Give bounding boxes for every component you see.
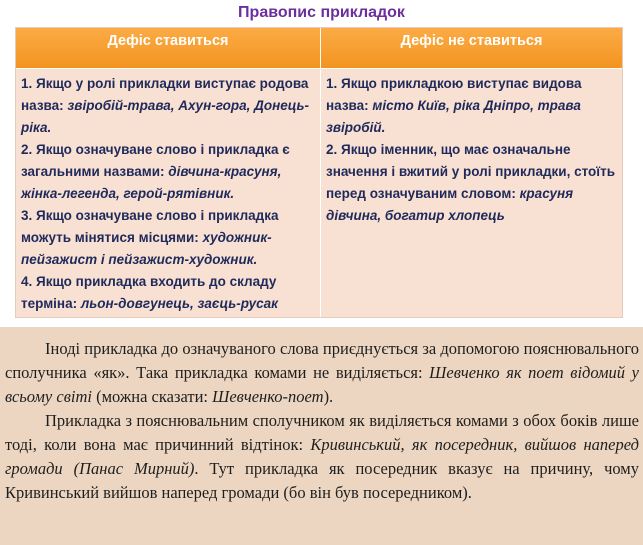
rule-examples: дівчина-красуня, жінка-легенда, герой-рятівник. [21,164,282,201]
rule-item [326,73,618,139]
header-hyphen-used: Дефіс ставиться [107,33,229,49]
rule-text: 2. Якщо означуване слово і прикладка є загальними назвами: [21,142,290,179]
paragraph-segment: Прикладка з пояснювальним сполучником як виділяється комами з обох боків лише тоді, коли вона має причинний відтінок: [5,411,639,454]
rule-item [21,205,317,271]
explanation-text-block [0,327,643,545]
hyphen-rules-table [15,27,623,318]
rule-examples: місто Київ, ріка Дніпро, трава звіробій. [326,98,581,135]
rule-item [21,271,317,315]
rule-examples: звіробій-трава, Ахун-гора, Донець-ріка. [21,98,309,135]
rule-text: 4. Якщо прикладка входить до складу терміна: [21,274,277,311]
example-sentence: Шевченко як поет відомий у всьому світі [5,363,639,406]
rule-item [21,73,317,139]
page-title: Правопис прикладок [238,4,405,21]
rule-text: 1. Якщо прикладкою виступає видова назва: [326,76,582,113]
rule-examples: льон-довгунець, заєць-русак [80,296,279,311]
example-quote: Кривинський, як посередник, вийшов наперед громади (Панас Мирний) [5,435,639,478]
paragraph-2 [5,409,639,505]
header-hyphen-not-used: Дефіс не ставиться [400,33,543,49]
rule-examples: красуня дівчина, богатир хлопець [326,186,574,223]
left-rules-cell [21,73,317,315]
paragraph-1 [5,337,639,409]
rule-text: 3. Якщо означуване слово і прикладка можуть мінятися місцями: [21,208,279,245]
table-header-row [16,28,622,69]
paragraph-segment: . Тут прикладка як посередник вказує на причину, чому Кривинський вийшов наперед громади (бо він був посередником). [5,459,639,502]
paragraph-segment: Іноді прикладка до означуваного слова приєднується за допомогою пояснювального сполучника «як». Така прикладка комами не виділяється: [5,339,639,382]
rule-text: 2. Якщо іменник, що має означальне значення і вжитий у ролі прикладки, стоїть перед означуваним словом: [326,142,615,201]
example-phrase: Шевченко-поет [212,387,324,406]
rule-item [326,139,618,227]
paragraph-segment: (можна сказати: [91,387,213,406]
rule-item [21,139,317,205]
column-divider [320,28,321,317]
rule-text: 1. Якщо у ролі прикладки виступає родова назва: [21,76,309,113]
right-rules-cell [326,73,618,227]
paragraph-segment: ). [323,387,334,406]
rule-examples: художник-пейзажист і пейзажист-художник. [21,230,272,267]
